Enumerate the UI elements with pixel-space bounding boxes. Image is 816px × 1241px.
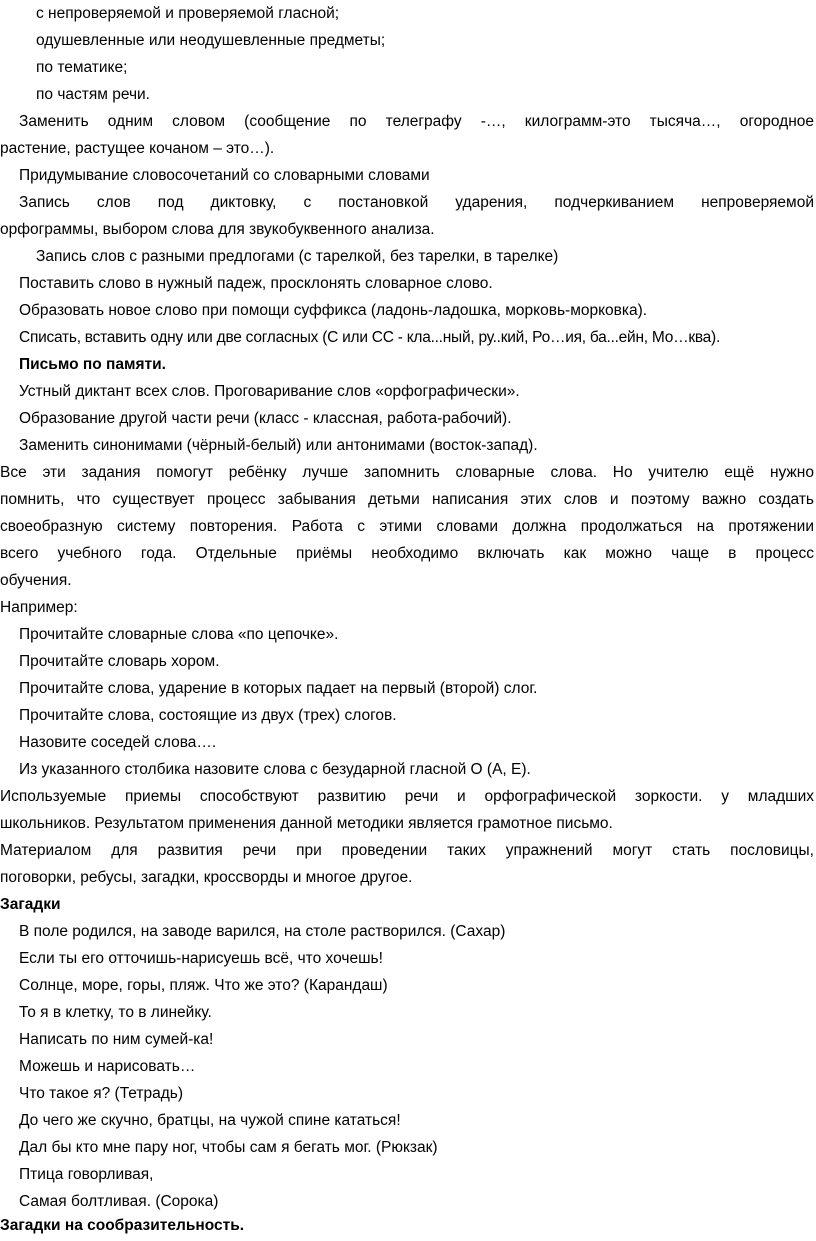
paragraph-line: растение, растущее кочаном – это…). <box>0 140 275 157</box>
paragraph-line: поговорки, ребусы, загадки, кроссворды и многое другое. <box>0 869 413 886</box>
paragraph-line: Все эти задания помогут ребёнку лучше запомнить словарные слова. Но учителю ещё нужно <box>0 464 814 481</box>
riddle-line: Солнце, море, горы, пляж. Что же это? (Карандаш) <box>19 977 388 994</box>
list-item: по тематике; <box>36 59 128 76</box>
list-item: Прочитайте словарные слова «по цепочке». <box>19 626 339 643</box>
list-item: Прочитайте слова, состоящие из двух (трех) слогов. <box>19 707 397 724</box>
paragraph-line: Материалом для развития речи при проведении таких упражнений могут стать пословицы, <box>0 842 814 859</box>
paragraph-line: орфограммы, выбором слова для звукобуквенного анализа. <box>0 221 435 238</box>
paragraph-line: помнить, что существует процесс забывания детьми написания этих слов и поэтому важно создать <box>0 491 814 508</box>
list-item: по частям речи. <box>36 86 150 103</box>
paragraph-line: Используемые приемы способствуют развитию речи и орфографической зоркости. у младших <box>0 788 814 805</box>
riddle-line: Птица говорливая, <box>19 1166 154 1183</box>
list-item: Образовать новое слово при помощи суффикса (ладонь-ладошка, морковь-морковка). <box>19 302 648 319</box>
riddle-line: Если ты его отточишь-нарисуешь всё, что хочешь! <box>19 950 383 967</box>
riddle-line: Что такое я? (Тетрадь) <box>19 1085 184 1102</box>
paragraph-line: школьников. Результатом применения данной методики является грамотное письмо. <box>0 815 613 832</box>
list-item: Поставить слово в нужный падеж, просклонять словарное слово. <box>19 275 493 292</box>
paragraph-line: Запись слов под диктовку, с постановкой ударения, подчеркиванием непроверяемой <box>19 194 814 211</box>
section-heading: Письмо по памяти. <box>19 356 166 373</box>
list-item: Из указанного столбика назовите слова с безударной гласной О (А, Е). <box>19 761 531 778</box>
list-item: с непроверяемой и проверяемой гласной; <box>36 5 340 22</box>
paragraph-line: Например: <box>0 599 78 616</box>
riddle-line: Можешь и нарисовать… <box>19 1058 196 1075</box>
list-item: Прочитайте словарь хором. <box>19 653 220 670</box>
riddle-line: Дал бы кто мне пару ног, чтобы сам я бегать мог. (Рюкзак) <box>19 1139 438 1156</box>
paragraph-line: обучения. <box>0 572 72 589</box>
section-heading: Загадки на сообразительность. <box>0 1217 245 1234</box>
list-item: Устный диктант всех слов. Проговаривание слов «орфографически». <box>19 383 520 400</box>
list-item: Заменить синонимами (чёрный-белый) или антонимами (восток-запад). <box>19 437 538 454</box>
list-item: одушевленные или неодушевленные предметы; <box>36 32 386 49</box>
riddle-line: До чего же скучно, братцы, на чужой спине кататься! <box>19 1112 401 1129</box>
paragraph-line: своеобразную систему повторения. Работа с этими словами должна продолжаться на протяжении <box>0 518 814 535</box>
section-heading: Загадки <box>0 896 61 913</box>
list-item: Запись слов с разными предлогами (с тарелкой, без тарелки, в тарелке) <box>36 248 559 265</box>
list-item: Списать, вставить одну или две согласных (С или СС - кла...ный, ру..кий, Ро…ия, ба...ейн, Мо…ква). <box>19 329 721 346</box>
list-item: Прочитайте слова, ударение в которых падает на первый (второй) слог. <box>19 680 538 697</box>
paragraph-line: всего учебного года. Отдельные приёмы необходимо включать как можно чаще в процесс <box>0 545 814 562</box>
list-item: Придумывание словосочетаний со словарными словами <box>19 167 430 184</box>
riddle-line: В поле родился, на заводе варился, на столе растворился. (Сахар) <box>19 923 506 940</box>
riddle-line: То я в клетку, то в линейку. <box>19 1004 212 1021</box>
riddle-line: Написать по ним сумей-ка! <box>19 1031 214 1048</box>
list-item: Образование другой части речи (класс - классная, работа-рабочий). <box>19 410 512 427</box>
list-item: Назовите соседей слова…. <box>19 734 217 751</box>
riddle-line: Самая болтливая. (Сорока) <box>19 1193 219 1210</box>
paragraph-line: Заменить одним словом (сообщение по телеграфу -…, килограмм-это тысяча…, огородное <box>19 113 814 130</box>
